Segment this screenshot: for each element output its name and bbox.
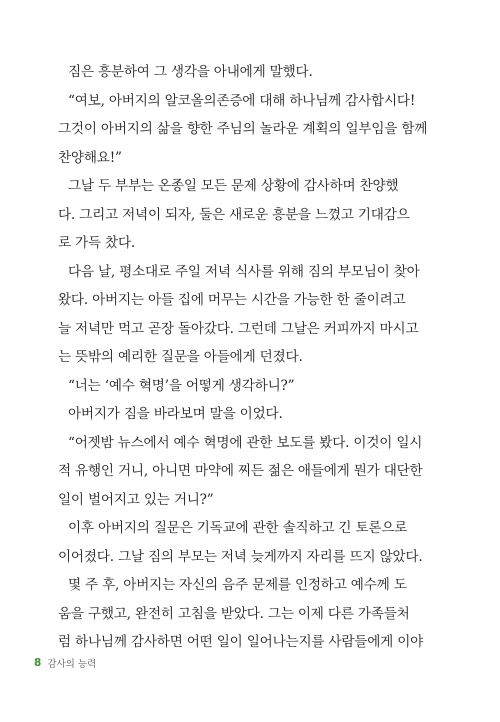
text-line: “너는 ‘예수 혁명’을 어떻게 생각하니?” — [68, 377, 295, 394]
text-line: 럼 하나님께 감사하면 어떤 일이 일어나는지를 사람들에게 이야 — [58, 634, 424, 650]
text-line: 다. 그리고 저녁이 되자, 둘은 새로운 흥분을 느꼈고 기대감으 — [58, 206, 410, 223]
text-line: 아버지가 짐을 바라보며 말을 이었다. — [68, 406, 283, 422]
text-line: 적 유행인 거니, 아니면 마약에 찌든 젊은 애들에게 뭔가 대단한 — [58, 463, 423, 479]
text-line: 는 뜻밖의 예리한 질문을 아들에게 던졌다. — [58, 349, 303, 365]
text-line: “여보, 아버지의 알코올의존증에 대해 하나님께 감사합시다! — [68, 92, 416, 109]
text-line: 움을 구했고, 완전히 고침을 받았다. 그는 이제 다른 가족들처 — [58, 605, 410, 622]
text-line: “어젯밤 뉴스에서 예수 혁명에 관한 보도를 봤다. 이것이 일시 — [68, 434, 423, 451]
text-line: 늘 저녁만 먹고 곧장 돌아갔다. 그런데 그날은 커피까지 마시고 — [58, 320, 419, 337]
text-line: 이후 아버지의 질문은 기독교에 관한 솔직하고 긴 토론으로 — [68, 520, 408, 536]
running-title: 감사의 능력 — [47, 659, 97, 670]
page-number: 8 — [34, 657, 42, 669]
text-line: 왔다. 아버지는 아들 집에 머무는 시간을 가능한 한 줄이려고 — [58, 292, 406, 308]
text-line: 일이 벌어지고 있는 거니?” — [58, 491, 214, 508]
text-line: 찬양해요!” — [58, 149, 122, 166]
text-line: 그것이 아버지의 삶을 향한 주님의 놀라운 계획의 일부임을 함께 — [58, 121, 428, 137]
text-line: 그날 두 부부는 온종일 모든 문제 상황에 감사하며 찬양했 — [68, 178, 399, 194]
page-footer — [34, 656, 96, 670]
text-line: 짐은 흥분하여 그 생각을 아내에게 말했다. — [68, 64, 313, 80]
text-line: 이어졌다. 그날 짐의 부모는 저녁 늦게까지 자리를 뜨지 않았다. — [58, 548, 423, 565]
text-line: 로 가득 찼다. — [58, 235, 136, 251]
body-text — [58, 58, 442, 657]
text-line: 다음 날, 평소대로 주일 저녁 식사를 위해 짐의 부모님이 찾아 — [68, 263, 420, 280]
text-line: 몇 주 후, 아버지는 자신의 음주 문제를 인정하고 예수께 도 — [68, 577, 407, 593]
